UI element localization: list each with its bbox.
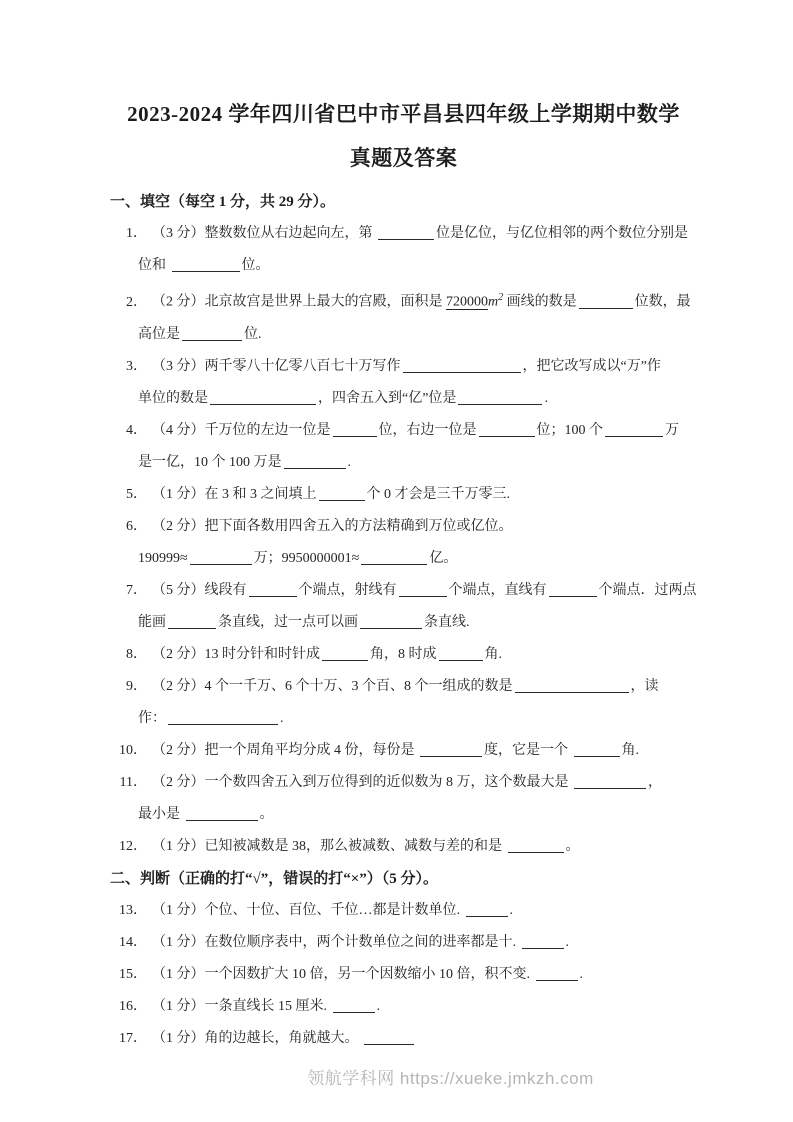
question	[119, 959, 697, 991]
question-number: 16．	[119, 998, 147, 1014]
question	[119, 927, 697, 959]
question-text: （1 分）在 3 和 3 之间填上	[152, 486, 317, 502]
question	[119, 831, 697, 863]
question-number: 12．	[119, 838, 147, 854]
question-text: 位，右边一位是	[378, 422, 477, 438]
question-number: 15．	[119, 966, 147, 982]
answer-blank[interactable]	[549, 582, 597, 597]
question	[126, 479, 697, 511]
question-text: 位。	[241, 258, 270, 273]
question-text: （2 分）一个数四舍五入到万位得到的近似数为 8 万，这个数最大是	[152, 774, 572, 790]
question-text: 角.	[621, 742, 639, 758]
question	[119, 767, 697, 831]
question	[126, 282, 697, 351]
question-text: 个端点．过两点	[598, 582, 697, 598]
question-number: 6．	[126, 518, 147, 534]
question-text: （4 分）千万位的左边一位是	[152, 422, 331, 438]
question	[126, 575, 697, 639]
watermark: 领航学科网 https://xueke.jmkzh.com	[307, 1069, 594, 1088]
question-sections	[110, 186, 697, 1055]
question-text: （2 分）北京故宫是世界上最大的宫殿，面积是	[152, 294, 446, 310]
question-text: 个端点，射线有	[298, 582, 397, 598]
question-text: .	[544, 390, 548, 406]
answer-blank[interactable]	[579, 294, 633, 309]
answer-blank[interactable]	[319, 486, 365, 501]
question-number: 13．	[119, 902, 147, 918]
answer-blank[interactable]	[479, 422, 535, 437]
title-line-1: 2023-2024 学年四川省巴中市平昌县四年级上学期期中数学	[127, 102, 680, 126]
question-text: ，四舍五入到“亿”位是	[318, 390, 457, 406]
question-number: 2．	[126, 294, 147, 310]
answer-blank[interactable]	[378, 225, 434, 240]
question-text: 高位是	[138, 326, 180, 342]
question-text: 最小是	[138, 806, 184, 822]
answer-blank[interactable]	[574, 742, 620, 757]
question-text: ，把它改写成以“万”作	[522, 358, 661, 374]
question-text: （1 分）角的边越长，角就越大。	[152, 1030, 362, 1046]
question-text: （2 分）13 时分针和时针成	[152, 646, 320, 662]
question-number: 3．	[126, 358, 147, 374]
answer-blank[interactable]	[190, 550, 252, 565]
question-text: 190999≈	[138, 550, 188, 566]
question-text: 条直线.	[424, 614, 470, 630]
answer-blank[interactable]	[360, 614, 422, 629]
question-text: .	[376, 998, 380, 1014]
question-number: 14．	[119, 934, 147, 950]
question-text: .	[280, 710, 284, 726]
question-text: 位是亿位，与亿位相邻的两个数位分别是	[436, 226, 688, 241]
answer-blank[interactable]	[322, 646, 368, 661]
answer-blank[interactable]	[361, 550, 427, 565]
question-text: 作：	[138, 710, 166, 726]
answer-blank[interactable]	[522, 934, 564, 949]
question-text: （2 分）把下面各数用四舍五入的方法精确到万位或亿位。	[152, 518, 513, 534]
question-text: （3 分）整数数位从右边起向左，第	[152, 226, 376, 241]
question	[119, 895, 697, 927]
question	[126, 671, 697, 735]
answer-blank[interactable]	[605, 422, 663, 437]
question-text: 个 0 才会是三千万零三.	[366, 486, 510, 502]
answer-blank[interactable]	[284, 454, 346, 469]
question-number: 5．	[126, 486, 147, 502]
answer-blank[interactable]	[403, 358, 521, 373]
answer-blank[interactable]	[210, 390, 316, 405]
question-text: 单位的数是	[138, 390, 208, 406]
answer-blank[interactable]	[172, 257, 240, 272]
question-text: ，读	[630, 678, 659, 694]
answer-blank[interactable]	[466, 902, 508, 917]
question-text: .	[565, 934, 569, 950]
question-text: （1 分）在数位顺序表中，两个计数单位之间的进率都是十.	[152, 934, 520, 950]
question-text: 位.	[244, 326, 262, 342]
question-text: 是一亿，10 个 100 万是	[138, 454, 282, 470]
question-number: 10．	[119, 742, 147, 758]
question	[119, 735, 697, 767]
answer-blank[interactable]	[508, 838, 564, 853]
question	[126, 351, 697, 415]
question-text: （1 分）已知被减数是 38，那么被减数、减数与差的和是	[152, 838, 506, 854]
question-text: （1 分）一个因数扩大 10 倍，另一个因数缩小 10 倍，积不变.	[152, 966, 534, 982]
question	[126, 218, 697, 282]
question-text: 万	[665, 422, 679, 438]
answer-blank[interactable]	[168, 710, 278, 725]
answer-blank[interactable]	[399, 582, 447, 597]
question	[126, 639, 697, 671]
section	[110, 863, 697, 1055]
question	[119, 991, 697, 1023]
question-text: （2 分）4 个一千万、6 个十万、3 个百、8 个一组成的数是	[152, 678, 513, 694]
question-text: 万；9950000001≈	[253, 550, 360, 566]
section-heading: 一、填空（每空 1 分，共 29 分）。	[110, 194, 336, 210]
answer-blank[interactable]	[333, 998, 375, 1013]
answer-blank[interactable]	[536, 966, 578, 981]
question-text: （1 分）一条直线长 15 厘米.	[152, 998, 331, 1014]
section-heading: 二、判断（正确的打“√”，错误的打“×”）（5 分）。	[110, 870, 439, 887]
answer-blank[interactable]	[333, 422, 377, 437]
answer-blank[interactable]	[574, 774, 646, 789]
question-text: 角，8 时成	[370, 646, 437, 662]
question-number: 1．	[126, 226, 147, 241]
question	[119, 1023, 697, 1055]
answer-blank[interactable]	[420, 742, 482, 757]
question-text: （2 分）把一个周角平均分成 4 份，每份是	[152, 742, 418, 758]
answer-blank[interactable]	[439, 646, 483, 661]
answer-blank[interactable]	[168, 614, 216, 629]
question-text: 720000	[446, 294, 488, 310]
question-text: 。	[259, 806, 274, 822]
question-text: 位和	[138, 258, 170, 273]
question-text: 角.	[484, 646, 502, 662]
question-text: （1 分）个位、十位、百位、千位…都是计数单位.	[152, 902, 464, 918]
superscript: 2	[498, 292, 504, 303]
question	[126, 415, 697, 479]
answer-blank[interactable]	[186, 806, 258, 821]
question-text: （5 分）线段有	[152, 582, 247, 598]
question-number: 11．	[119, 774, 147, 790]
question-text: m	[488, 294, 499, 310]
question-text: 亿。	[429, 550, 458, 566]
answer-blank[interactable]	[182, 326, 242, 341]
question-text: .	[509, 902, 513, 918]
question-text: ，	[648, 774, 662, 790]
question	[126, 511, 697, 575]
question-text: 位；100 个	[536, 422, 603, 438]
page-title	[110, 92, 697, 180]
question-number: 7．	[126, 582, 147, 598]
question-text: .	[579, 966, 583, 982]
question-text: 个端点，直线有	[448, 582, 547, 598]
question-number: 4．	[126, 422, 147, 438]
section	[110, 186, 697, 863]
question-text: 度，它是一个	[484, 742, 572, 758]
question-number: 17．	[119, 1030, 147, 1046]
question-text: 位数，最	[634, 294, 691, 310]
question-number: 8．	[126, 646, 147, 662]
answer-blank[interactable]	[515, 678, 629, 693]
question-text: 能画	[138, 614, 166, 630]
title-line-2: 真题及答案	[349, 146, 458, 170]
question-text: 条直线，过一点可以画	[218, 614, 358, 630]
answer-blank[interactable]	[364, 1030, 414, 1045]
question-text: （3 分）两千零八十亿零八百七十万写作	[152, 358, 401, 374]
question-text: 画线的数是	[503, 294, 577, 310]
question-number: 9．	[126, 678, 147, 694]
answer-blank[interactable]	[249, 582, 297, 597]
answer-blank[interactable]	[458, 390, 542, 405]
question-text: .	[347, 454, 351, 470]
question-text: 。	[565, 838, 580, 854]
